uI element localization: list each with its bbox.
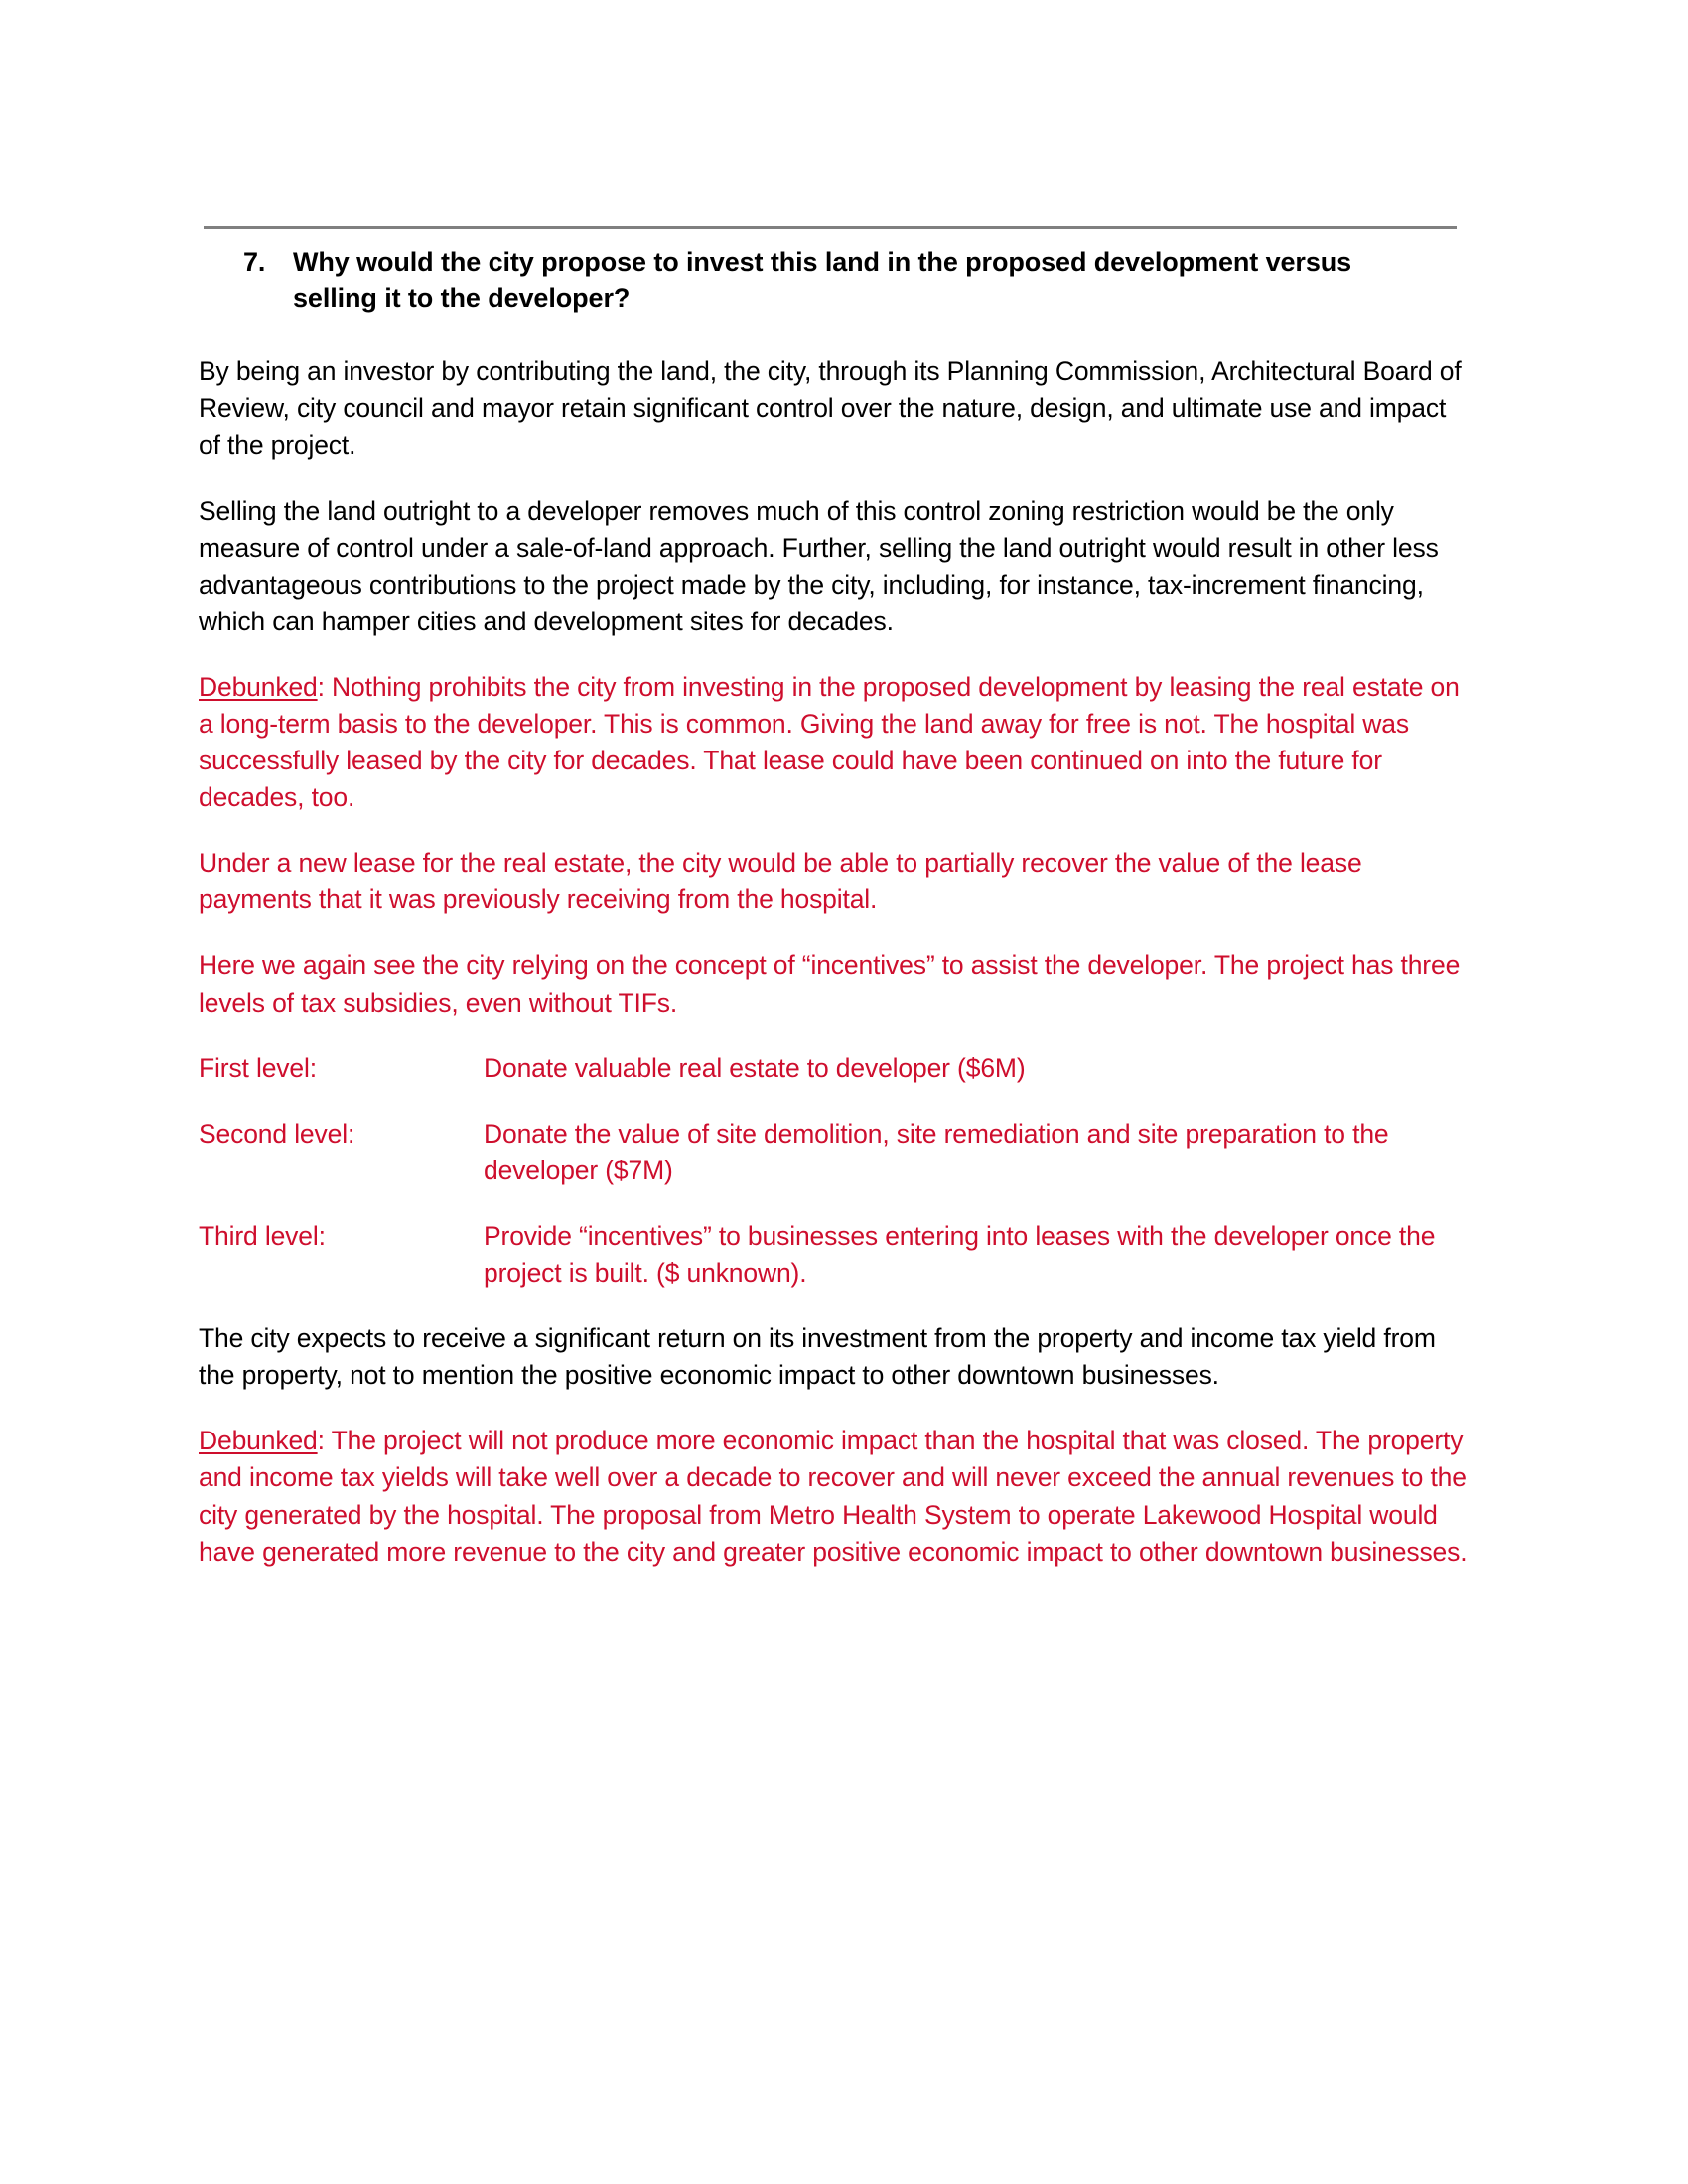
subsidy-level-label: First level: xyxy=(199,1052,317,1083)
paragraph-incentives-three-levels: Here we again see the city relying on the concept of “incentives” to assist the developer. The project has three levels of tax subsidies, even without TIFs. xyxy=(199,950,1461,1018)
debunked-label-first: Debunked xyxy=(199,671,318,702)
question-heading xyxy=(243,245,1470,316)
subsidy-level-description: Donate valuable real estate to developer ($6M) xyxy=(484,1052,1026,1083)
document-body xyxy=(199,226,1470,1570)
header-horizontal-rule xyxy=(204,226,1457,229)
paragraph-debunked-economic-impact xyxy=(199,1423,1470,1570)
subsidy-level-description: Donate the value of site demolition, site remediation and site preparation to the developer ($7M) xyxy=(484,1118,1389,1185)
paragraph-selling-outright: Selling the land outright to a developer removes much of this control zoning restriction would be the only measure of control under a sale-of-land approach. Further, selling the land outright would result in other less advantageous contributions to the project made by the city, including, for instance, tax-increment financing, which can hamper cities and development sites for decades. xyxy=(199,495,1439,636)
subsidy-level-label: Third level: xyxy=(199,1220,326,1251)
subsidy-level-row xyxy=(199,1218,1470,1292)
question-number: 7. xyxy=(243,247,266,277)
debunked-body-second: : The project will not produce more economic impact than the hospital that was closed. The property and income tax yields will take well over a decade to recover and will never exceed the annual revenues to the city generated by the hospital. The proposal from Metro Health System to operate Lakewood Hospital would have generated more revenue to the city and greater positive economic impact to other downtown businesses. xyxy=(199,1426,1468,1567)
question-heading-text: Why would the city propose to invest this land in the proposed development versus selling it to the developer? xyxy=(293,247,1352,313)
paragraph-return-on-investment: The city expects to receive a significant return on its investment from the property and income tax yield from the property, not to mention the positive economic impact to other downtown businesses. xyxy=(199,1323,1436,1391)
paragraph-investor-control: By being an investor by contributing the land, the city, through its Planning Commission, Architectural Board of Review, city council and mayor retain significant control over the nature, design, and ultimate use and impact of the project. xyxy=(199,356,1462,461)
subsidy-level-description: Provide “incentives” to businesses entering into leases with the developer once the project is built. ($ unknown). xyxy=(484,1220,1436,1289)
paragraph-new-lease-recovery: Under a new lease for the real estate, the city would be able to partially recover the value of the lease payments that it was previously receiving from the hospital. xyxy=(199,848,1362,915)
debunked-label-second: Debunked xyxy=(199,1426,318,1456)
subsidy-level-row xyxy=(199,1116,1470,1189)
subsidy-level-row xyxy=(199,1050,1470,1087)
debunked-body-first: : Nothing prohibits the city from investing in the proposed development by leasing the real estate on a long-term basis to the developer. This is common. Giving the land away for free is not. The hospital was successfully leased by the city for decades. That lease could have been continued on into the future for decades, too. xyxy=(199,671,1460,813)
paragraph-debunked-leasing xyxy=(199,669,1470,816)
subsidy-level-label: Second level: xyxy=(199,1118,355,1149)
